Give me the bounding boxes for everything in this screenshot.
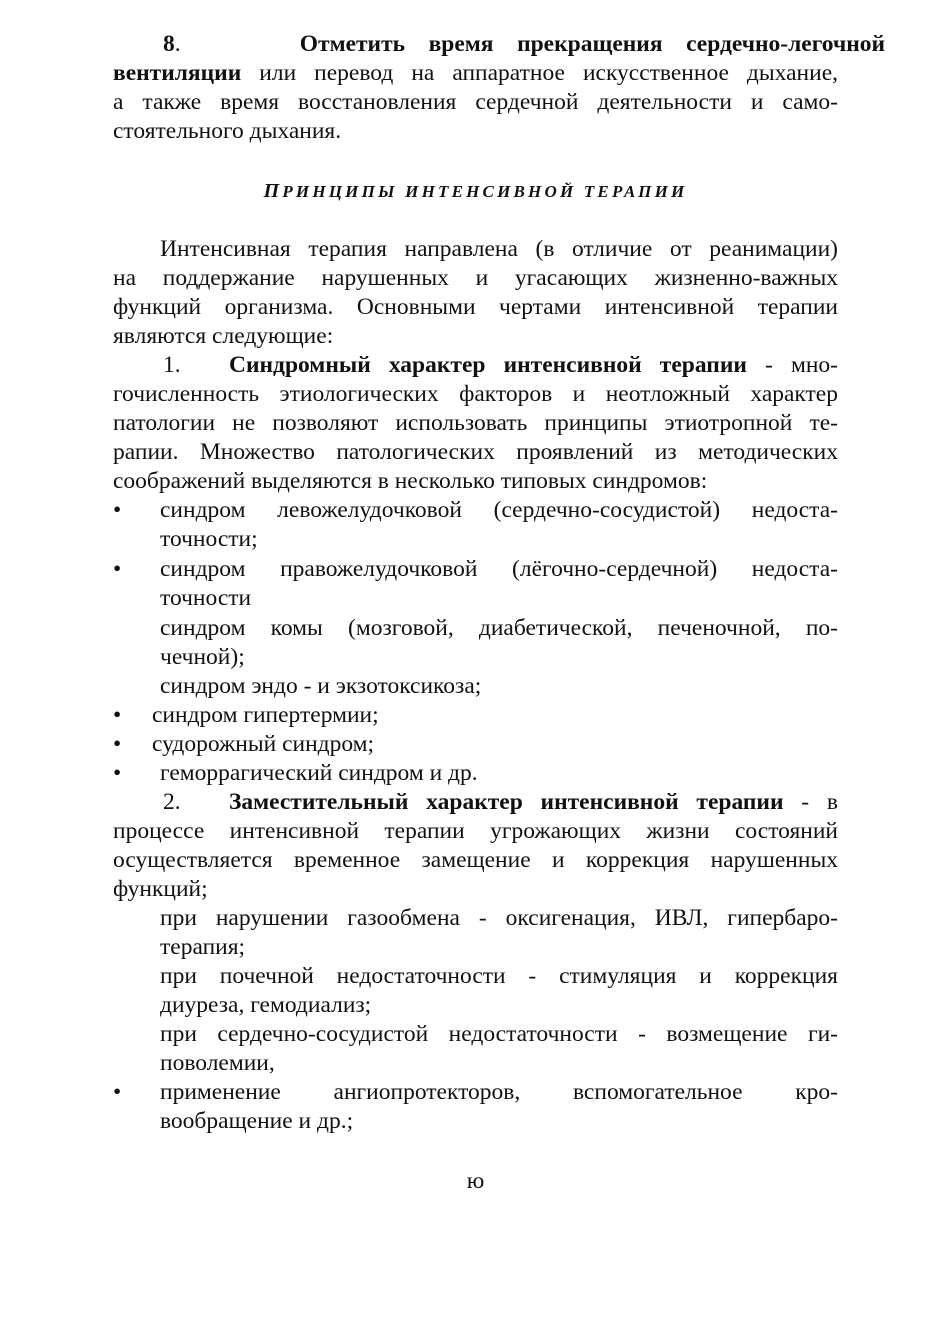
syndrome-5: синдром гипертермии; — [152, 702, 379, 728]
page-number: ю — [466, 1168, 485, 1194]
replacement-2-line1: при почечной недостаточности - стимуляция и коррекция — [160, 963, 838, 989]
syndrome-3-line1: синдром комы (мозговой, диабетической, печеночной, по- — [160, 615, 838, 641]
point1-number: 1. — [163, 352, 181, 378]
section-heading-rest: РИНЦИПЫ ИНТЕНСИВНОЙ ТЕРАПИИ — [282, 182, 688, 201]
item8-line1: 8. Отметить время прекращения сердечно-легочной — [163, 31, 886, 57]
bullet-mark: • — [113, 1079, 122, 1105]
point2-line3: осуществляется временное замещение и коррекция нарушенных — [113, 847, 838, 873]
point2-title-rest: - в — [801, 789, 838, 815]
replacement-4-line2: вообращение и др.; — [160, 1108, 354, 1134]
item8-line4: стоятельного дыхания. — [113, 118, 342, 144]
point1-line4: рапии. Множество патологических проявлений из методических — [113, 439, 838, 465]
item8-line2 — [113, 59, 838, 88]
item8-number: 8 — [163, 31, 175, 57]
section-heading-first-letter: П — [263, 180, 283, 202]
point2-title-line — [229, 788, 838, 817]
point2-number: 2. — [163, 789, 181, 815]
replacement-1-line1: при нарушении газообмена - оксигенация, ИВЛ, гипербаро- — [160, 905, 838, 931]
bullet-mark: • — [113, 702, 122, 728]
point2-line4: функций; — [113, 876, 208, 902]
point1-line2: гочисленность этиологических факторов и неотложный характер — [113, 381, 838, 407]
item8-bold-line1: Отметить время прекращения сердечно-легочной — [299, 31, 886, 57]
point1-line3: патологии не позволяют использовать принципы этиотропной те- — [113, 410, 838, 436]
syndrome-2-line1: синдром правожелудочковой (лёгочно-сердечной) недоста- — [160, 556, 838, 582]
intro-line3: функций организма. Основными чертами интенсивной терапии — [113, 294, 838, 320]
point1-bold-title: Синдромный характер интенсивной терапии — [229, 352, 747, 378]
bullet-mark: • — [113, 760, 122, 786]
point2-bold-title: Заместительный характер интенсивной терапии — [229, 789, 784, 815]
syndrome-3-line2: чечной); — [160, 644, 245, 670]
bullet-mark: • — [113, 556, 122, 582]
point1-line5: соображений выделяются в несколько типовых синдромов: — [113, 468, 708, 494]
syndrome-6: судорожный синдром; — [152, 731, 375, 757]
replacement-2-line2: диуреза, гемодиализ; — [160, 992, 372, 1018]
replacement-3-line2: поволемии, — [160, 1050, 275, 1076]
point2-line2: процессе интенсивной терапии угрожающих жизни состояний — [113, 818, 838, 844]
syndrome-1-line1: синдром левожелудочковой (сердечно-сосудистой) недоста- — [160, 497, 838, 523]
item8-bold-line2: вентиляции — [113, 60, 242, 86]
replacement-1-line2: терапия; — [160, 934, 246, 960]
point1-title-rest: - мно- — [765, 352, 839, 378]
item8-line2-rest: или перевод на аппаратное искусственное дыхание, — [259, 60, 839, 86]
section-heading — [0, 177, 951, 206]
intro-line1: Интенсивная терапия направлена (в отличие от реанимации) — [160, 236, 838, 262]
syndrome-7: геморрагический синдром и др. — [160, 760, 478, 786]
replacement-3-line1: при сердечно-сосудистой недостаточности - возмещение ги- — [160, 1021, 838, 1047]
bullet-mark: • — [113, 497, 122, 523]
intro-line4: являются следующие: — [113, 323, 334, 349]
intro-line2: на поддержание нарушенных и угасающих жизненно-важных — [113, 265, 838, 291]
point1-title-line — [229, 351, 838, 380]
syndrome-4: синдром эндо - и экзотоксикоза; — [160, 673, 482, 699]
bullet-mark: • — [113, 731, 122, 757]
syndrome-2-line2: точности — [160, 585, 252, 611]
item8-line3: а также время восстановления сердечной деятельности и само- — [113, 89, 838, 115]
replacement-4-line1: применение ангиопротекторов, вспомогательное кро- — [160, 1079, 838, 1105]
syndrome-1-line2: точности; — [160, 526, 258, 552]
